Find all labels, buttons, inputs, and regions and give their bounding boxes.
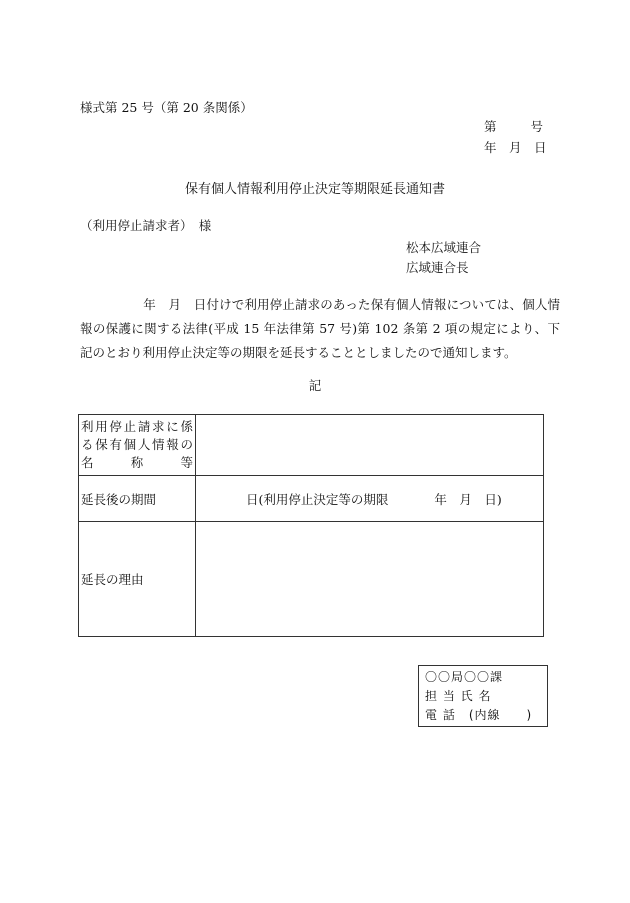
extended-period-text: 日(利用停止決定等の期限 <box>246 491 389 507</box>
issuer-organization: 松本広域連合 <box>406 240 482 255</box>
table-row <box>79 476 544 522</box>
request-info-name-label: 利用停止請求に係る保有個人情報の名称等 <box>79 415 196 476</box>
contact-person: 担 当 氏 名 <box>425 689 492 703</box>
document-number-prefix: 第 <box>484 119 497 134</box>
recipient-line: （利用停止請求者） 様 <box>80 218 212 233</box>
contact-department: 〇〇局〇〇課 <box>425 670 504 684</box>
request-info-name-cell <box>196 415 544 476</box>
extension-reason-label: 延長の理由 <box>79 522 196 637</box>
form-number: 様式第 25 号（第 20 条関係） <box>80 100 253 115</box>
document-title: 保有個人情報利用停止決定等期限延長通知書 <box>184 182 445 197</box>
extended-period-cell <box>196 476 544 522</box>
extended-period-label: 延長後の期間 <box>79 476 196 522</box>
record-heading: 記 <box>308 378 322 393</box>
details-table <box>78 414 544 637</box>
contact-phone: 電 話 (内線 ) <box>425 708 533 722</box>
notice-body-text: 年 月 日付けで利用停止請求のあった保有個人情報については、個人情報の保護に関する法律(平成 15 年法律第 57 号)第 102 条第 2 項の規定により、下記のとおり利用停止決定等の期限を延長することとしましたので通知します。 <box>80 297 560 360</box>
table-row <box>79 415 544 476</box>
extended-period-date: 年 月 日) <box>434 491 502 507</box>
contact-box <box>418 665 548 727</box>
document-date: 年 月 日 <box>484 140 547 155</box>
table-row <box>79 522 544 637</box>
document-number-suffix: 号 <box>530 119 544 134</box>
document-number <box>484 117 543 135</box>
extension-reason-cell <box>196 522 544 637</box>
issuer-title: 広域連合長 <box>406 260 469 275</box>
